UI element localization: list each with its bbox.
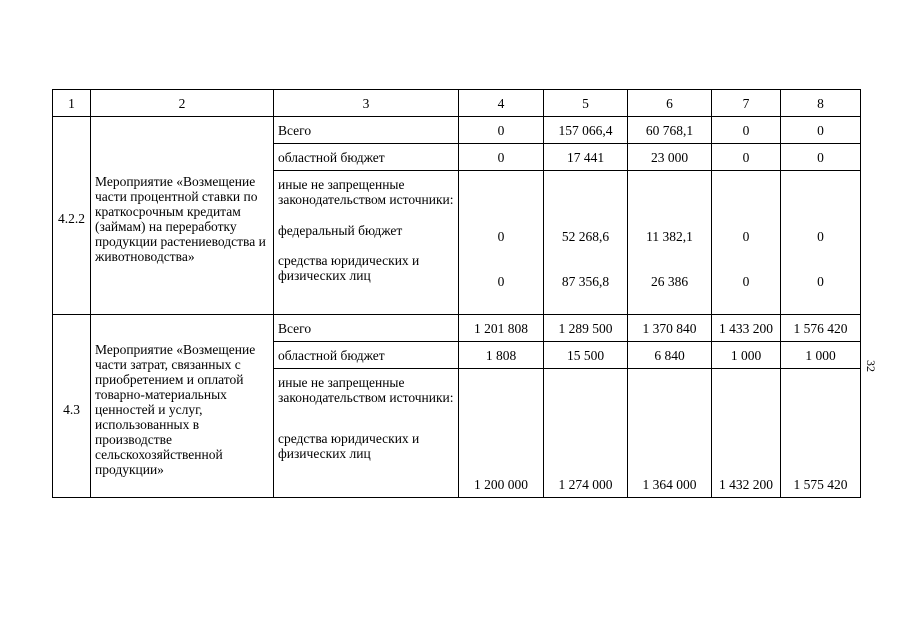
- other-sources-label: иные не запрещенные законодательством источники:: [278, 375, 454, 405]
- value-cell: [781, 171, 861, 315]
- section-number: 4.2.2: [53, 117, 91, 315]
- value-cell: 15 500: [544, 342, 628, 369]
- section-title: Мероприятие «Возмещение части процентной ставки по краткосрочным кредитам (займам) на переработку продукции растениеводства и животноводства»: [91, 117, 274, 315]
- value-cell: 17 441: [544, 144, 628, 171]
- value-cell: 1 274 000: [544, 369, 628, 498]
- row-label: Всего: [274, 315, 459, 342]
- table-row: [53, 117, 861, 144]
- value-text: 0: [742, 229, 750, 244]
- section-title: Мероприятие «Возмещение части затрат, связанных с приобретением и оплатой товарно-материальных ценностей и услуг, использованных в производстве сельскохозяйственной продукции»: [91, 315, 274, 498]
- header-cell: 6: [628, 90, 712, 117]
- row-label: средства юридических и физических лиц: [278, 253, 420, 283]
- value-cell: 1 200 000: [459, 369, 544, 498]
- value-cell: 0: [712, 144, 781, 171]
- value-cell: 1 575 420: [781, 369, 861, 498]
- header-cell: 5: [544, 90, 628, 117]
- value-cell: 1 433 200: [712, 315, 781, 342]
- header-cell: 4: [459, 90, 544, 117]
- value-cell: [712, 171, 781, 315]
- header-cell: 8: [781, 90, 861, 117]
- value-cell: 1 201 808: [459, 315, 544, 342]
- value-cell: [628, 171, 712, 315]
- value-cell: 1 000: [712, 342, 781, 369]
- row-label: Всего: [274, 117, 459, 144]
- value-cell: 1 000: [781, 342, 861, 369]
- value-text: 11 382,1: [646, 229, 693, 244]
- budget-table: [52, 89, 861, 498]
- value-text: 0: [497, 229, 505, 244]
- other-sources-cell: [274, 369, 459, 498]
- value-cell: 0: [459, 117, 544, 144]
- header-row: [53, 90, 861, 117]
- value-cell: 0: [781, 117, 861, 144]
- section-number: 4.3: [53, 315, 91, 498]
- value-cell: 1 289 500: [544, 315, 628, 342]
- value-text: 0: [817, 229, 824, 244]
- header-cell: 7: [712, 90, 781, 117]
- header-cell: 3: [274, 90, 459, 117]
- value-cell: 1 370 840: [628, 315, 712, 342]
- value-text: 0: [497, 274, 505, 289]
- value-cell: 1 432 200: [712, 369, 781, 498]
- value-text: 0: [817, 274, 824, 289]
- value-text: 87 356,8: [561, 274, 610, 289]
- value-cell: 1 808: [459, 342, 544, 369]
- other-sources-cell: [274, 171, 459, 315]
- value-cell: 0: [459, 144, 544, 171]
- header-cell: 2: [91, 90, 274, 117]
- value-cell: 0: [781, 144, 861, 171]
- other-sources-label: иные не запрещенные законодательством источники:: [278, 177, 454, 207]
- value-cell: 1 364 000: [628, 369, 712, 498]
- row-label: областной бюджет: [274, 144, 459, 171]
- value-cell: 157 066,4: [544, 117, 628, 144]
- table-row: [53, 315, 861, 342]
- value-cell: [544, 171, 628, 315]
- row-label: областной бюджет: [274, 342, 459, 369]
- header-cell: 1: [53, 90, 91, 117]
- value-cell: 0: [712, 117, 781, 144]
- value-text: 26 386: [650, 274, 689, 289]
- value-cell: [459, 171, 544, 315]
- value-cell: 60 768,1: [628, 117, 712, 144]
- value-text: 52 268,6: [561, 229, 610, 244]
- value-cell: 6 840: [628, 342, 712, 369]
- value-cell: 1 576 420: [781, 315, 861, 342]
- page-number: 32: [864, 360, 878, 372]
- value-text: 0: [742, 274, 750, 289]
- value-cell: 23 000: [628, 144, 712, 171]
- row-label: средства юридических и физических лиц: [278, 431, 420, 461]
- row-label: федеральный бюджет: [278, 223, 403, 238]
